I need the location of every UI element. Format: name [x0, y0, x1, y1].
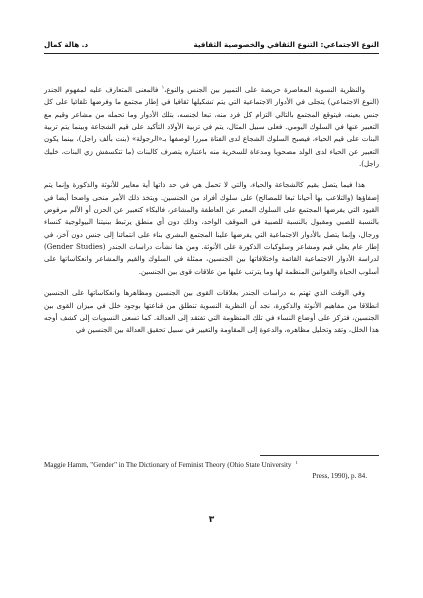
footnote-citation-text: Maggie Hamm, "Gender" in The Dictionary of Feminist Theory (Ohio State University: [44, 461, 292, 469]
footnote-reference: ١: [161, 85, 165, 91]
paragraph-1: [44, 84, 379, 170]
paragraph-1-text-b: فالمعنى المتعارف عليه لمفهوم الجندر (النوع الاجتماعي) يتجلى في الأدوار الاجتماعية التي يتم تشكيلها ثقافيا في إطار مجتمع ما وفرضها تلقائيا على كل جنس بعينه، فيتوقع المجتمع بالتالي التزام كل فرد منه، تبعا لجنسه، بتلك الأدوار وما تحمله من مشاعر وقيم مع التعبير عنها في السلوك اليومي. فعلى سبيل المثال، يتم في تربية الأولاد التأكيد على قيم الشجاعة وبينما يتم تربية البنات على قيم الحياء، فيصبح السلوك الشجاع لدى الفتاة مبررا لوصفها بـ«الرجولة» (بنت بألف راجل)، بينما يكون التعبير عن الحياء لدى الولد مصحوبا ومدعاة للسخرية منه باعتباره يتصرف كالبنات (ما تتكسفش زي البنات، خليك راجل).: [44, 85, 379, 169]
paragraph-1-text-a: والنظرية النسوية المعاصرة حريصة على التمييز بين الجنس والنوع،: [164, 85, 365, 94]
running-header: [44, 38, 379, 52]
footnote-line-2: Press, 1990), p. 84.: [312, 471, 367, 480]
body-text: [44, 84, 379, 337]
footnote-divider: [260, 455, 379, 456]
paragraph-2: هذا فيما يتصل بقيم كالشجاعة والحياء، والتي لا تحمل هي في حد ذاتها أية معايير للأنوثة والذكورة وإنما يتم إضفاؤها (والتلاعب بها أحيانا تبعا للمصالح) على سلوك أفراد من الجنسين. ويتخذ ذلك الأمر منحى واضحا أيضا في القيود التي يفرضها المجتمع على السلوك المعبر عن العاطفة والمشاعر، فالبكاء كتعبير عن الحزن أو الألم مرفوض بالنسبة للصبي ومقبول بالنسبة للصبية في الموقف الواحد، وذلك دون أي منطق يرتبط ببنيتنا البيولوجية كنساء ورجال، وإنما يتصل بالأدوار الاجتماعية التي يفرضها علينا المجتمع البشري بناء على انتمائنا إلى جنس دون آخر، في إطار عام يعلي قيم ومشاعر وسلوكيات الذكورة على الأنوثة. ومن هنا نشأت دراسات الجندر (Gender Studies) لدراسة الأدوار الاجتماعية القائمة واختلافاتها بين الجنسين، ممثلة في السلوك والقيم والمشاعر وانعكاساتها على أسلوب الحياة والقوانين المنظمة لها وما يترتب عليها من علاقات قوى بين الجنسين.: [44, 180, 379, 276]
footnote: [44, 460, 379, 481]
header-divider: [44, 53, 379, 54]
header-title: النوع الاجتماعي: التنوع الثقافي والخصوصية الثقافية: [193, 40, 379, 49]
header-author: د. هالة كمال: [44, 40, 89, 49]
page-number: ٣: [208, 515, 215, 525]
footnote-line-1: [44, 460, 379, 471]
paragraph-3: وفي الوقت الذي تهتم به دراسات الجندر بعلاقات القوى بين الجنسين ومظاهرها وانعكاساتها على الجنسين انطلاقا من مفاهيم الأنوثة والذكورة، نجد أن النظرية النسوية تنطلق من قناعتها بوجود خلل في ميزان القوى بين الجنسين، فتركز على أوضاع النساء في تلك المنظومة التي تفتقد إلى العدالة. كما تسعى النسويات إلى كشف أوجه هذا الخلل، وتقد وتحليل مظاهره، والدعوة إلى المقاومة والتغيير في سبيل تحقيق العدالة بين الجنسين في: [44, 288, 379, 335]
footnote-number: 1: [295, 459, 298, 465]
